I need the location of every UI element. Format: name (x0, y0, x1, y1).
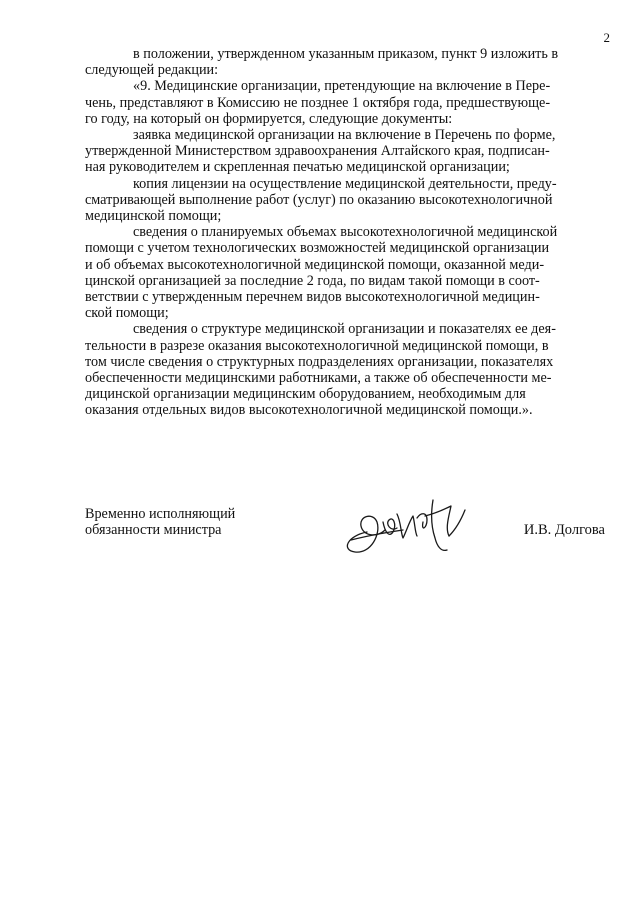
text-line: помощи с учетом технологических возможностей медицинской организации (85, 240, 550, 257)
text-line: и об объемах высокотехнологичной медицинской помощи, оказанной меди- (85, 256, 545, 273)
text-line: сведения о структуре медицинской организации и показателях ее дея- (133, 321, 556, 338)
paragraph-point-9 (85, 78, 605, 127)
text-line: ная руководителем и скрепленная печатью медицинской организации; (85, 159, 510, 176)
text-line: цинской организацией за последние 2 года, по видам такой помощи в соот- (85, 272, 540, 289)
document-body (85, 46, 605, 419)
signature-block (85, 506, 605, 576)
paragraph-application (85, 127, 605, 176)
text-line: ской помощи; (85, 305, 169, 322)
text-line: утвержденной Министерством здравоохранения Алтайского края, подписан- (85, 143, 550, 160)
text-line: сведения о планируемых объемах высокотехнологичной медицинской (133, 224, 558, 241)
text-line: ветствии с утвержденным перечнем видов высокотехнологичной медицин- (85, 289, 540, 306)
text-line: тельности в разрезе оказания высокотехнологичной медицинской помощи, в (85, 337, 549, 354)
text-line: заявка медицинской организации на включение в Перечень по форме, (133, 127, 556, 144)
text-line: го году, на который он формируется, следующие документы: (85, 110, 453, 127)
text-line: оказания отдельных видов высокотехнологичной медицинской помощи.». (85, 402, 533, 419)
text-line: копия лицензии на осуществление медицинской деятельности, преду- (133, 175, 557, 192)
signatory-title-line: обязанности министра (85, 522, 222, 539)
paragraph-planned-volumes (85, 224, 605, 321)
text-line: «9. Медицинские организации, претендующие на включение в Пере- (133, 78, 551, 95)
signatory-title (85, 506, 235, 538)
signatory-title-line: Временно исполняющий (85, 506, 236, 522)
text-line: в положении, утвержденном указанным приказом, пункт 9 изложить в (133, 46, 559, 62)
text-line: сматривающей выполнение работ (услуг) по оказанию высокотехнологичной (85, 191, 553, 208)
paragraph-structure (85, 321, 605, 418)
text-line: следующей редакции: (85, 62, 219, 79)
paragraph-license-copy (85, 176, 605, 225)
signatory-name: И.В. Долгова (523, 522, 605, 538)
text-line: чень, представляют в Комиссию не позднее 1 октября года, предшествующе- (85, 94, 551, 111)
text-line: медицинской помощи; (85, 208, 222, 225)
text-line: обеспеченности медицинскими работниками, а также об обеспеченности ме- (85, 370, 552, 387)
handwritten-signature-image (337, 492, 477, 556)
text-line: дицинской организации медицинским оборудованием, необходимым для (85, 386, 526, 403)
page-number: 2 (603, 30, 610, 45)
text-line: том числе сведения о структурных подразделениях организации, показателях (85, 353, 554, 370)
paragraph-amendment-intro (85, 46, 605, 78)
